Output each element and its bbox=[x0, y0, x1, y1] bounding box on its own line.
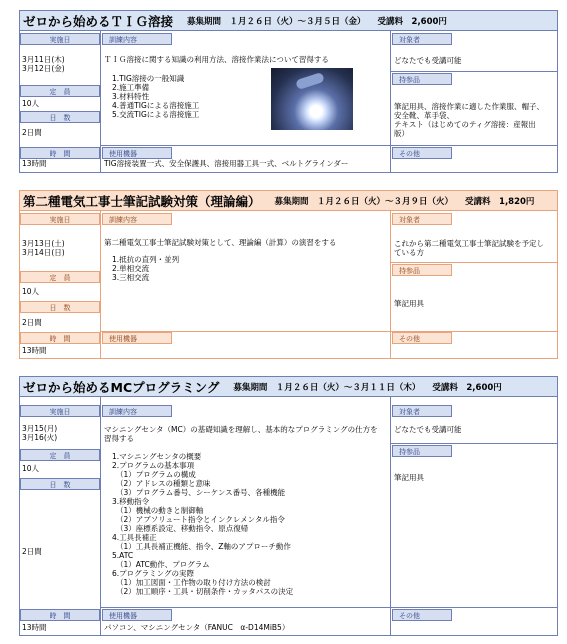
label-other: その他 bbox=[392, 147, 452, 159]
course-tig bbox=[19, 10, 558, 173]
label-jikan: 時 間 bbox=[20, 147, 100, 159]
course-date-1: 3月13日(土) bbox=[22, 239, 65, 248]
label-teiin: 定 員 bbox=[20, 85, 100, 97]
course-date-1: 3月15(月) bbox=[22, 424, 58, 433]
course-bring-line: 安全靴、革手袋、 bbox=[394, 111, 454, 120]
course-nissu: 2日間 bbox=[22, 128, 42, 137]
course-item: 5.交流TIGによる溶接施工 bbox=[112, 110, 200, 119]
label-date: 実施日 bbox=[20, 405, 100, 417]
course-period: 募集期間 １月２６日（火）～３月９日（火） bbox=[274, 196, 454, 207]
label-target: 対象者 bbox=[392, 33, 452, 45]
course-target: どなたでも受講可能 bbox=[394, 425, 462, 434]
course-item: （2）アドレスの種類と意味 bbox=[116, 479, 211, 488]
course-jikan: 13時間 bbox=[22, 623, 47, 632]
course-teiin: 10人 bbox=[22, 99, 40, 108]
course-item: （1）ATC動作、プログラム bbox=[116, 560, 210, 569]
course-bring-line: 筆記用具 bbox=[394, 299, 424, 308]
course-fee: 受講料 1,820円 bbox=[465, 196, 535, 207]
course-bring-line: 筆記用具 bbox=[394, 473, 424, 482]
course-period: 募集期間 １月２６日（火）～３月５日（金） bbox=[187, 16, 366, 27]
label-other: その他 bbox=[392, 332, 452, 344]
course-date-2: 3月14日(日) bbox=[22, 248, 65, 257]
label-teiin: 定 員 bbox=[20, 449, 100, 461]
label-equipment: 使用機器 bbox=[102, 609, 172, 621]
label-equipment: 使用機器 bbox=[102, 147, 172, 159]
course-fee: 受講料 2,600円 bbox=[432, 382, 502, 393]
course-item: （3）プログラム番号、シーケンス番号、各種機能 bbox=[116, 488, 286, 497]
label-target: 対象者 bbox=[392, 213, 452, 225]
course-description: 第二種電気工事士筆記試験対策として、理論編（計算）の演習をする bbox=[104, 238, 337, 247]
course-description-line: 習得する bbox=[104, 434, 134, 443]
course-denki bbox=[19, 190, 558, 359]
label-bring: 持参品 bbox=[392, 445, 452, 457]
label-content: 訓練内容 bbox=[102, 213, 172, 225]
course-item: 1.抵抗の直列・並列 bbox=[112, 255, 180, 264]
course-jikan: 13時間 bbox=[22, 159, 47, 168]
label-teiin: 定 員 bbox=[20, 271, 100, 283]
course-item: 3.三相交流 bbox=[112, 273, 150, 282]
course-description: ＴＩＧ溶接に関する知識の利用方法、溶接作業法について習得する bbox=[104, 55, 329, 64]
course-date-2: 3月16(火) bbox=[22, 433, 58, 442]
label-jikan: 時 間 bbox=[20, 332, 100, 344]
course-equipment: TIG溶接装置一式、安全保護具、溶接用器工具一式、ベルトグラインダー bbox=[104, 159, 349, 168]
course-item: 2.施工準備 bbox=[112, 83, 150, 92]
course-title: ゼロから始めるMCプログラミング bbox=[23, 379, 220, 395]
course-equipment: パソコン、マシニングセンタ（FANUC α-D14MiB5） bbox=[104, 623, 290, 632]
course-teiin: 10人 bbox=[22, 287, 40, 296]
course-nissu: 2日間 bbox=[22, 547, 42, 556]
course-item: 1.マシニングセンタの概要 bbox=[112, 452, 202, 461]
label-target: 対象者 bbox=[392, 405, 452, 417]
course-item: （2）アブソリュート指令とインクレメンタル指令 bbox=[116, 515, 285, 524]
course-fee: 受講料 2,600円 bbox=[377, 16, 447, 27]
course-period: 募集期間 １月２６日（火）～３月１１日（木） bbox=[233, 382, 421, 393]
label-nissu: 日 数 bbox=[20, 478, 100, 490]
label-nissu: 日 数 bbox=[20, 111, 100, 123]
course-title: 第二種電気工事士筆記試験対策（理論編） bbox=[23, 193, 261, 209]
label-content: 訓練内容 bbox=[102, 33, 172, 45]
course-bring-line: 筆記用具、溶接作業に適した作業服、帽子、 bbox=[394, 102, 544, 111]
course-item: （1）プログラムの構成 bbox=[116, 470, 196, 479]
label-bring: 持参品 bbox=[392, 264, 452, 276]
course-date-2: 3月12日(金) bbox=[22, 64, 65, 73]
course-item: 4.工具長補正 bbox=[112, 533, 157, 542]
label-content: 訓練内容 bbox=[102, 405, 172, 417]
course-description-line: マシニングセンタ（MC）の基礎知識を理解し、基本的なプログラミングの仕方を bbox=[104, 425, 378, 434]
course-header bbox=[20, 377, 557, 397]
course-nissu: 2日間 bbox=[22, 318, 42, 327]
course-target: どなたでも受講可能 bbox=[394, 56, 462, 65]
course-item: 6.プログラミングの実際 bbox=[112, 569, 195, 578]
course-title: ゼロから始めるＴＩＧ溶接 bbox=[23, 13, 174, 29]
label-equipment: 使用機器 bbox=[102, 332, 172, 344]
course-item: 1.TIG溶接の一般知識 bbox=[112, 74, 185, 83]
course-target-line: これから第二種電気工事士筆記試験を予定し bbox=[394, 239, 544, 248]
label-date: 実施日 bbox=[20, 213, 100, 225]
label-bring: 持参品 bbox=[392, 73, 452, 85]
label-date: 実施日 bbox=[20, 33, 100, 45]
label-other: その他 bbox=[392, 609, 452, 621]
course-item: 3.材料特性 bbox=[112, 92, 150, 101]
course-bring-line: 版） bbox=[394, 129, 409, 138]
course-header bbox=[20, 191, 557, 211]
course-item: （1）工具長補正機能、指令、Z軸のアプローチ動作 bbox=[116, 542, 291, 551]
course-header bbox=[20, 11, 557, 31]
course-item: （2）加工順序・工具・切削条件・カッタパスの決定 bbox=[116, 587, 294, 596]
course-item: 4.普通TIGによる溶接施工 bbox=[112, 101, 200, 110]
course-item: 2.プログラムの基本事項 bbox=[112, 461, 195, 470]
label-nissu: 日 数 bbox=[20, 301, 100, 313]
course-item: （1）加工図面・工作物の取り付け方法の検討 bbox=[116, 578, 271, 587]
course-teiin: 10人 bbox=[22, 464, 40, 473]
course-item: 2.単相交流 bbox=[112, 264, 150, 273]
course-item: 5.ATC bbox=[112, 551, 134, 560]
course-mc bbox=[19, 376, 558, 636]
course-item: 3.移動指令 bbox=[112, 497, 150, 506]
course-jikan: 13時間 bbox=[22, 346, 47, 355]
course-item: （1）機械の動きと制御軸 bbox=[116, 506, 204, 515]
label-jikan: 時 間 bbox=[20, 609, 100, 621]
course-bring-line: テキスト（はじめてのティグ溶接：産報出 bbox=[394, 120, 536, 129]
course-item: （3）座標系設定、移動指令、原点復帰 bbox=[116, 524, 249, 533]
course-date-1: 3月11日(木) bbox=[22, 55, 65, 64]
course-target-line: ている方 bbox=[394, 248, 424, 257]
